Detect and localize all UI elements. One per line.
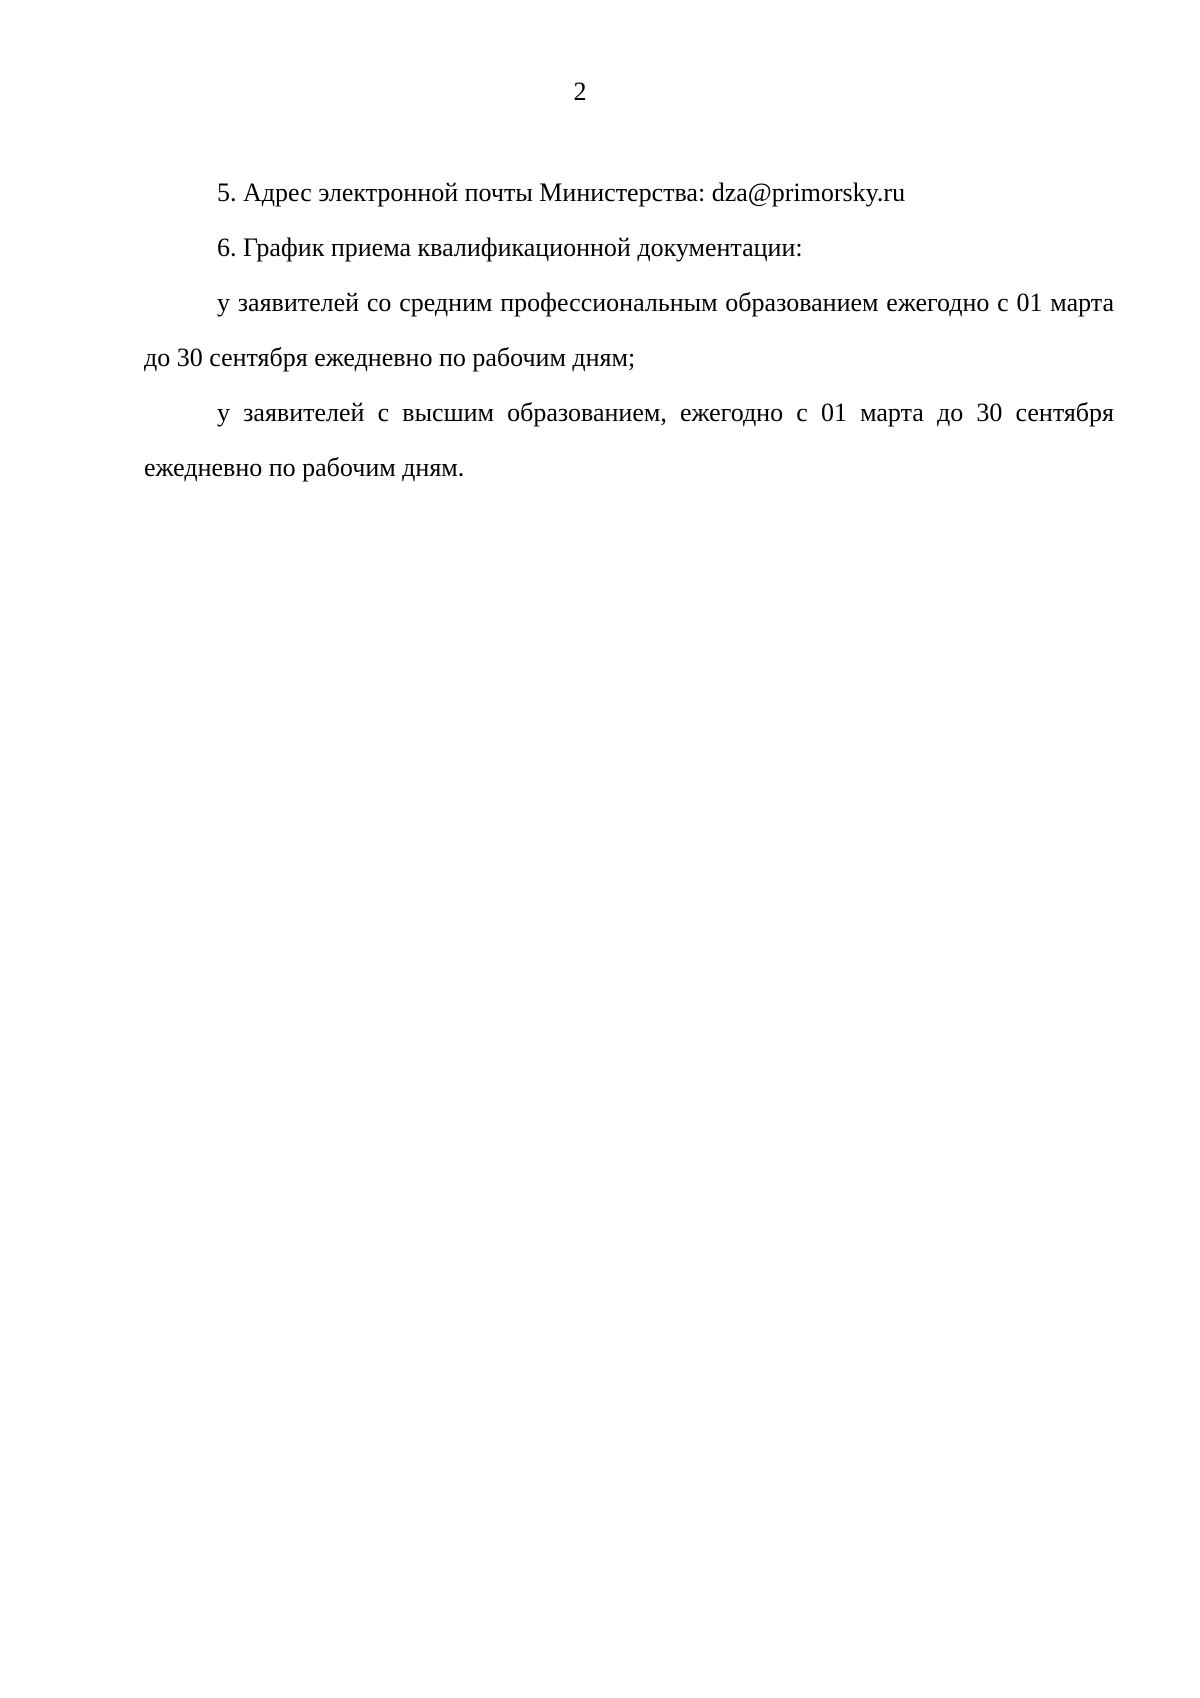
paragraph-schedule-heading: 6. График приема квалификационной документации:: [217, 233, 803, 262]
paragraph-schedule-secondary: у заявителей со средним профессиональным образованием ежегодно с 01 марта до 30 сентября ежедневно по рабочим дням;: [144, 288, 1114, 372]
page-number: 2: [573, 77, 587, 106]
document-body: [144, 165, 1114, 495]
paragraph-email-address: 5. Адрес электронной почты Министерства: dza@primorsky.ru: [217, 178, 906, 207]
paragraph-schedule-higher: у заявителей с высшим образованием, ежегодно с 01 марта до 30 сентября ежедневно по рабочим дням.: [144, 398, 1114, 482]
